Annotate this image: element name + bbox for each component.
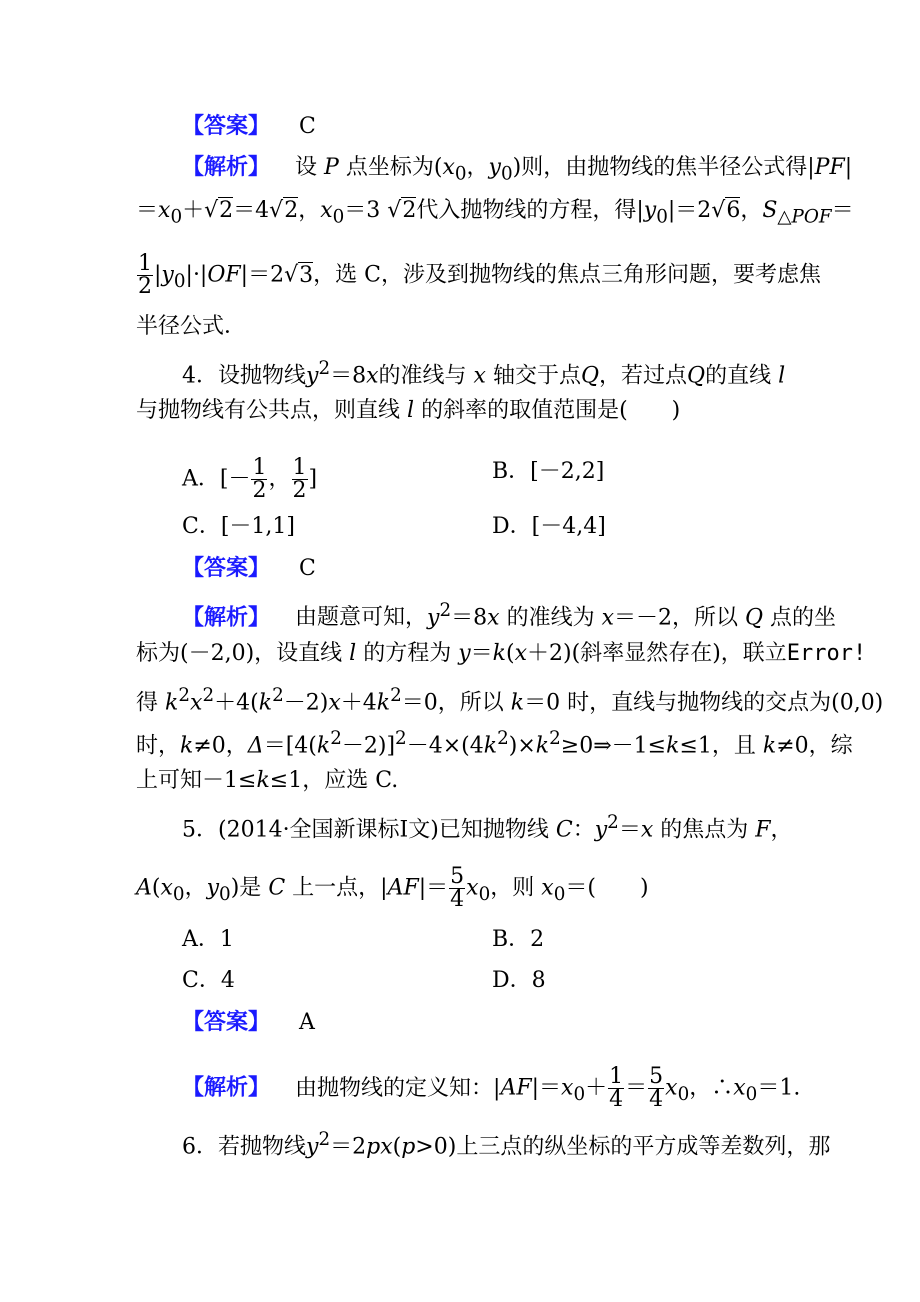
prev-answer-line bbox=[182, 112, 316, 142]
q4-analysis-line5: 上可知－1≤k≤1，应选 C. bbox=[136, 768, 399, 793]
q5-option-a: A．1 bbox=[182, 927, 234, 952]
q4-stem-line2: 与抛物线有公共点，则直线 l 的斜率的取值范围是( ) bbox=[136, 398, 681, 423]
q5-option-d: D．8 bbox=[492, 968, 546, 993]
q6-stem-line1: 6．若抛物线$y^2=2px(p>0)$上三点的纵坐标的平方成等差数列，那 bbox=[182, 1129, 831, 1160]
answer-value: A bbox=[299, 1010, 315, 1035]
analysis-label: 【解析】 bbox=[182, 605, 271, 631]
prev-analysis-line1: 【解析】 设 P 点坐标为($x_0$，$y_0$)则，由抛物线的焦半径公式得|PF| bbox=[182, 155, 853, 185]
q5-option-b: B．2 bbox=[492, 927, 545, 952]
q4-analysis-line3: 得 $k^2x^2+4(k^2-2)x+4k^2=0$，所以 k＝0 时，直线与抛物线的交点为(0,0) bbox=[136, 685, 884, 716]
q5-analysis-line1: 【解析】 由抛物线的定义知：$|AF|=x_0+$ $\frac{1}{4}$ ＝ $\frac{5}{4}$ $x_0$，$\therefore x_0=1$. bbox=[182, 1064, 801, 1112]
prev-analysis-line2: $=x_0+√2=4√2$，$x_0=3$ √2代入抛物线的方程，得$|y_0|=2√6$，$S_{\triangle POF}=$ bbox=[136, 198, 854, 228]
q4-stem-line1: 4．设抛物线$y^2=8x$的准线与 x 轴交于点Q，若过点Q的直线 l bbox=[182, 358, 786, 389]
analysis-label: 【解析】 bbox=[182, 1075, 271, 1101]
answer-label: 【答案】 bbox=[182, 1010, 271, 1035]
analysis-label: 【解析】 bbox=[182, 155, 271, 180]
q4-answer-line bbox=[182, 554, 316, 584]
answer-label: 【答案】 bbox=[182, 556, 271, 581]
answer-label: 【答案】 bbox=[182, 114, 271, 139]
q5-stem-line1: 5．(2014·全国新课标Ⅰ文)已知抛物线 C：$y^2=x$ 的焦点为 F， bbox=[182, 812, 793, 843]
q5-stem-line2: $A(x_0$，$y_0$)是 C 上一点，|AF|＝ $\frac{5}{4}$ $x_0$，则 $x_0=$( ) bbox=[136, 864, 649, 912]
q4-option-c: C．[－1,1] bbox=[182, 514, 295, 539]
q5-answer-line bbox=[182, 1008, 315, 1038]
q5-option-c: C．4 bbox=[182, 968, 235, 993]
q4-option-d: D．[－4,4] bbox=[492, 514, 606, 539]
q4-option-b: B．[－2,2] bbox=[492, 459, 605, 484]
q4-analysis-line4: 时，k≠0，$\Delta=[4(k^2-2)]^2-4\times(4k^2)\times k^2\ge 0\Rightarrow-1\le k\le 1$，且 k≠0，综 bbox=[136, 728, 853, 759]
answer-value: C bbox=[299, 556, 316, 581]
q4-option-a: A．[－ $\frac{1}{2}$ ， $\frac{1}{2}$ ] bbox=[182, 455, 318, 503]
answer-value: C bbox=[299, 114, 316, 139]
q4-analysis-line1: 【解析】 由题意可知，$y^2=8x$ 的准线为 x＝－2，所以 Q 点的坐 bbox=[182, 600, 837, 631]
prev-analysis-line4: 半径公式． bbox=[136, 314, 247, 339]
q4-analysis-line2: 标为(－2,0)，设直线 l 的方程为 y＝k(x＋2)(斜率显然存在)，联立Error! bbox=[136, 641, 867, 666]
prev-analysis-line3: $\frac{1}{2}$ $|y_0|\cdot|OF|=2√3$，选 C，涉及到抛物线的焦点三角形问题，要考虑焦 bbox=[138, 251, 821, 299]
